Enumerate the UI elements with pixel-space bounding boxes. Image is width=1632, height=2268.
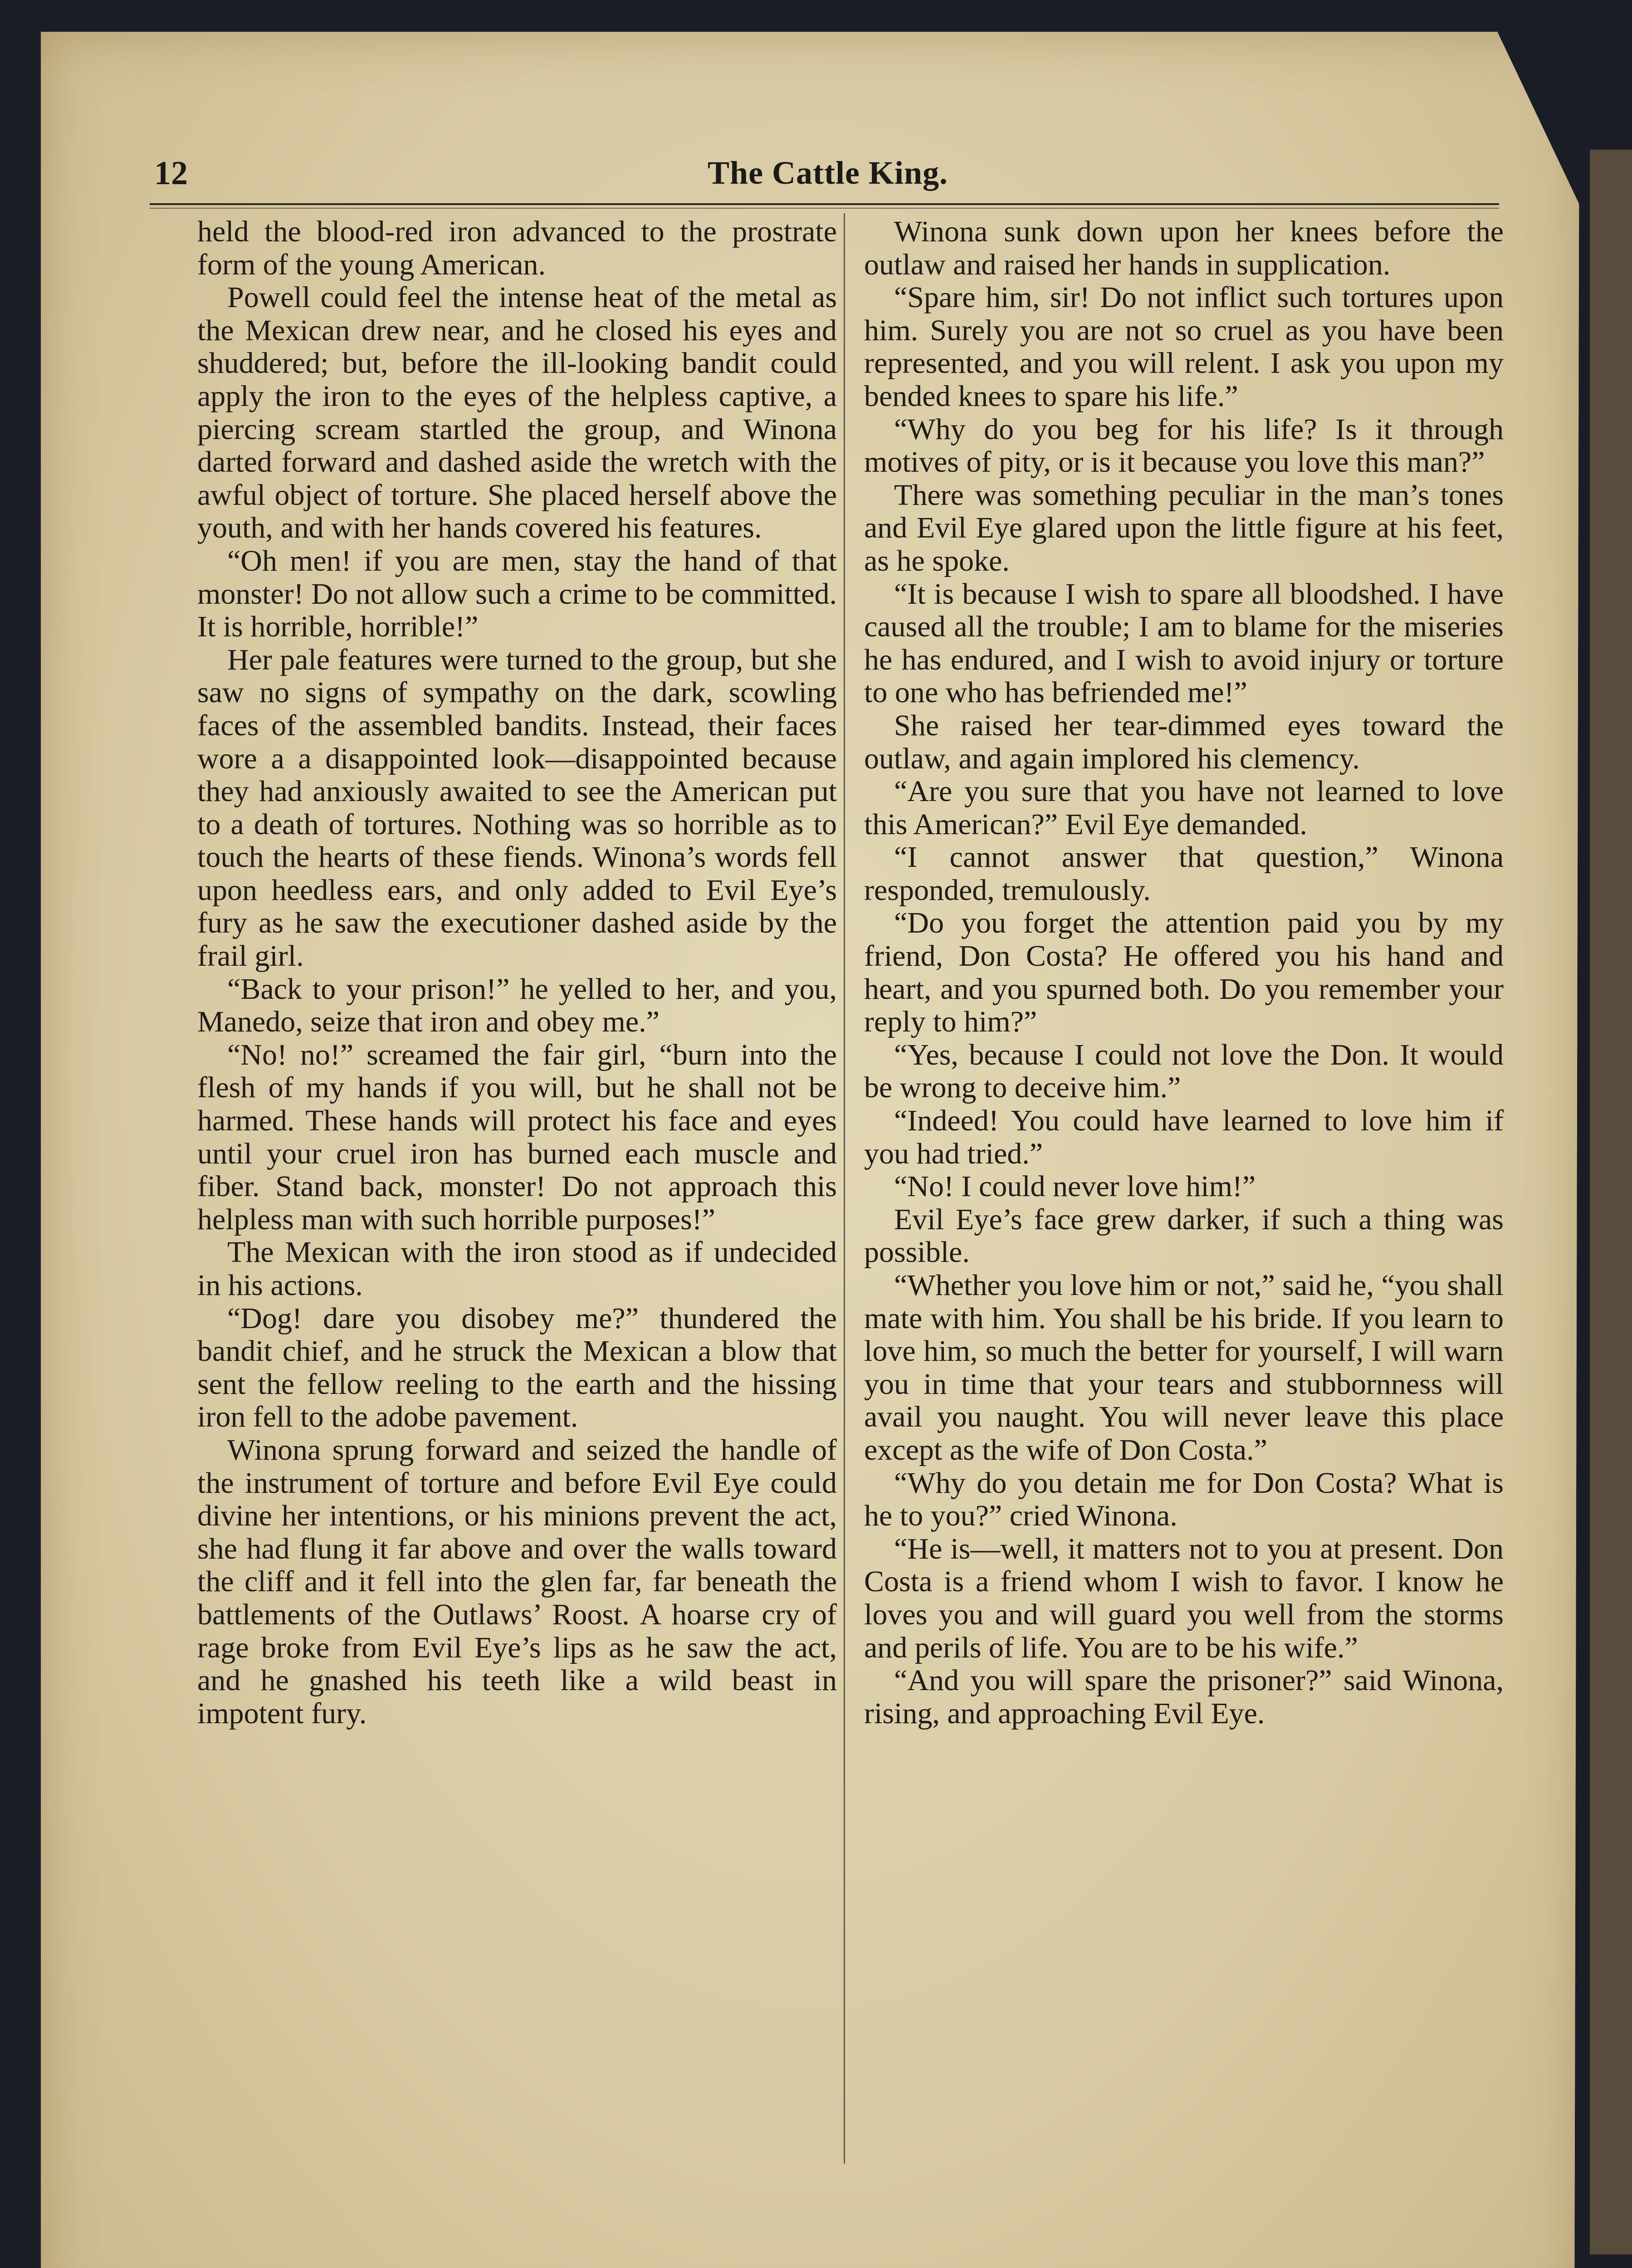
paragraph: “Are you sure that you have not learned to love this American?” Evil Eye demanded. [864,775,1504,841]
paragraph: The Mexican with the iron stood as if undecided in his actions. [197,1236,837,1302]
paragraph: “It is because I wish to spare all bloodshed. I have caused all the trouble; I am to blame for the miseries he has endured, and I wish to avoid injury or torture to one who has befriended me!” [864,577,1504,709]
paragraph: “Why do you beg for his life? Is it through motives of pity, or is it because you love this man?” [864,412,1504,479]
adjacent-page-edge [1590,150,1632,2254]
paragraph: Powell could feel the intense heat of the metal as the Mexican drew near, and he closed his eyes and shuddered; but, before the ill-looking bandit could apply the iron to the eyes of the helpless captive, a piercing scream startled the group, and Winona darted forward and dashed aside the wretch with the awful object of torture. She placed herself above the youth, and with her hands covered his features. [197,281,837,545]
paragraph: There was something peculiar in the man’s tones and Evil Eye glared upon the little figure at his feet, as he spoke. [864,478,1504,577]
paragraph: “Why do you detain me for Don Costa? What is he to you?” cried Winona. [864,1466,1504,1533]
header-rule-thin [150,208,1499,209]
paragraph: “No! I could never love him!” [894,1170,1256,1203]
paragraph: “Do you forget the attention paid you by my friend, Don Costa? He offered you his hand and heart, and you spurned both. Do you remember your reply to him?” [864,906,1504,1039]
column-divider [844,213,845,2164]
paragraph: “And you will spare the prisoner?” said Winona, rising, and approaching Evil Eye. [864,1664,1504,1730]
paragraph: Evil Eye’s face grew darker, if such a thing was possible. [864,1202,1504,1269]
paragraph: She raised her tear-dimmed eyes toward the outlaw, and again implored his clemency. [864,709,1504,775]
paragraph: held the blood-red iron advanced to the prostrate form of the young American. [197,215,837,281]
paragraph: “Yes, because I could not love the Don. It would be wrong to deceive him.” [864,1038,1504,1105]
paragraph: Winona sprung forward and seized the handle of the instrument of torture and before Evil Eye could divine her intentions, or his minions prevent the act, she had flung it far above and over the walls toward the cliff and it fell into the glen far, far beneath the battlements of the Outlaws’ Roost. A hoarse cry of rage broke from Evil Eye’s lips as he saw the act, and he gnashed his teeth like a wild beast in impotent fury. [197,1433,837,1730]
page-title: The Cattle King. [708,155,948,191]
paragraph: Her pale features were turned to the group, but she saw no signs of sympathy on the dark, scowling faces of the assembled bandits. Instead, their faces wore a a disappointed look—disappointed because they had anxiously awaited to see the American put to a death of tortures. Nothing was so horrible as to touch the hearts of these fiends. Winona’s words fell upon heedless ears, and only added to Evil Eye’s fury as he saw the executioner dashed aside by the frail girl. [197,643,837,973]
paragraph: “No! no!” screamed the fair girl, “burn into the flesh of my hands if you will, but he shall not be harmed. These hands will protect his face and eyes until your cruel iron has burned each muscle and fiber. Stand back, monster! Do not approach this helpless man with such horrible purposes!” [197,1038,837,1236]
paragraph: “I cannot answer that question,” Winona responded, tremulously. [864,841,1504,907]
paragraph: “Back to your prison!” he yelled to her, and you, Manedo, seize that iron and obey me.” [197,972,837,1039]
paragraph: “He is—well, it matters not to you at present. Don Costa is a friend whom I wish to favor. I know he loves you and will guard you well from the storms and perils of life. You are to be his wife.” [864,1532,1504,1664]
paragraph: “Dog! dare you disobey me?” thundered the bandit chief, and he struck the Mexican a blow that sent the fellow reeling to the earth and the hissing iron fell to the adobe pavement. [197,1301,837,1434]
header-rule [150,203,1499,205]
paragraph: Winona sunk down upon her knees before the outlaw and raised her hands in supplication. [864,215,1504,281]
running-header [154,150,1501,204]
right-text-column [864,215,1504,1730]
left-text-column [197,215,837,1730]
paragraph: “Oh men! if you are men, stay the hand of that monster! Do not allow such a crime to be committed. It is horrible, horrible!” [197,544,837,644]
paragraph: “Whether you love him or not,” said he, “you shall mate with him. You shall be his bride. If you learn to love him, so much the better for yourself, I will warn you in time that your tears and stubbornness will avail you naught. You will never leave this place except as the wife of Don Costa.” [864,1269,1504,1466]
page-number: 12 [154,155,188,192]
paragraph: “Indeed! You could have learned to love him if you had tried.” [864,1104,1504,1170]
paragraph: “Spare him, sir! Do not inflict such tortures upon him. Surely you are not so cruel as you have been represented, and you will relent. I ask you upon my bended knees to spare his life.” [864,281,1504,413]
